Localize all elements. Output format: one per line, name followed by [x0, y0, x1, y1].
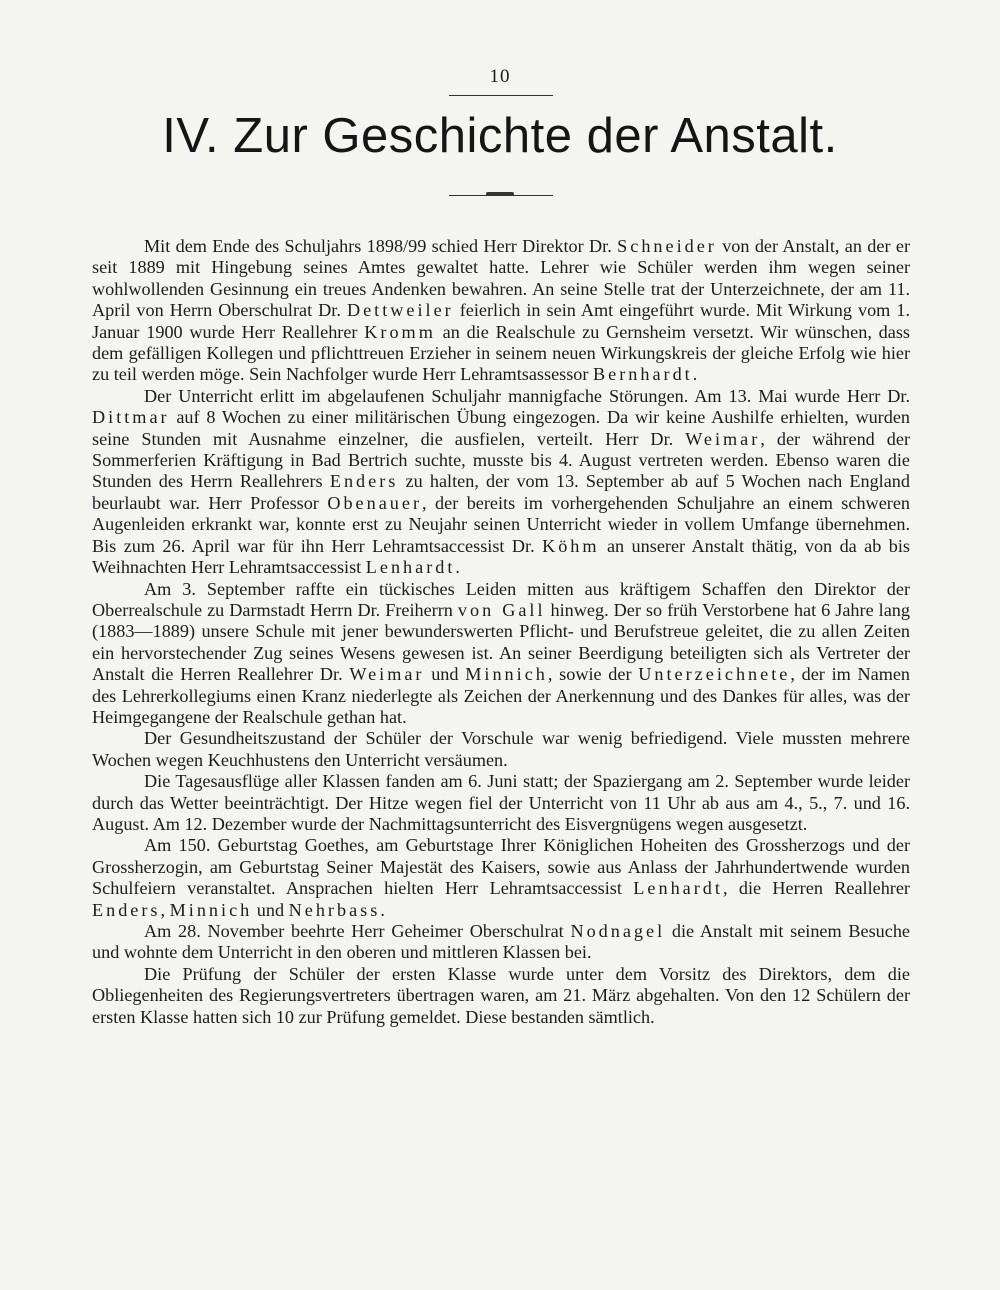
text-run: .	[692, 364, 698, 385]
spaced-name: Lenhardt	[633, 878, 723, 899]
spaced-name: Nehrbass	[288, 899, 381, 920]
spaced-name: Lenhardt	[365, 557, 456, 578]
text-run: , sowie der	[547, 664, 639, 685]
spaced-name: Enders	[92, 899, 161, 920]
text-run: an unserer Anstalt thätig, von da ab bis Weihnachten Herr Lehramtsaccessist	[92, 535, 910, 578]
spaced-name: Unterzeichnete	[638, 664, 791, 685]
paragraph	[92, 771, 910, 835]
text-run: zu halten, der vom 13. September ab auf 5 Wochen nach England beurlaubt war. Herr Professor	[92, 471, 910, 513]
body-text	[92, 236, 910, 1028]
spaced-name: Enders	[329, 471, 399, 492]
spaced-name: Minnich	[169, 899, 253, 920]
spaced-name: Dittmar	[92, 407, 170, 428]
spaced-name: Bernhardt	[593, 364, 693, 385]
rule-ornament	[486, 192, 514, 196]
text-run: Mit dem Ende des Schuljahrs 1898/99 schied Herr Direktor Dr.	[144, 236, 618, 256]
text-run: Am 150. Geburtstag Goethes, am Geburtstage Ihrer Königlichen Hoheiten des Grossherzogs und der Grossherzogin, am Geburtstag Seiner Majestät des Kaisers, sowie aus Anlass der Jahrhundertwende wurden Schulfeiern veranstaltet. Ansprachen hielten Herr Lehramtsaccessist	[92, 835, 910, 899]
page-number: 10	[489, 66, 511, 87]
text-run: , der bereits im vorhergehenden Schuljahre an einem schweren Augenleiden erkrankt war, konnte erst zu Neujahr seinen Unterricht wieder in vollem Umfange übernehmen. Bis zum 26. April war für ihn Herr Lehramtsaccessist Dr.	[92, 492, 910, 556]
paragraph	[92, 579, 910, 729]
spaced-name: Obenauer	[327, 492, 423, 513]
paragraph	[92, 236, 910, 386]
text-run: ,	[160, 899, 170, 920]
text-run: von der Anstalt, an der er seit 1889 mit Hingebung seines Amtes gewaltet hatte. Lehrer wie Schüler werden ihm wegen seiner wohlwollenden Gesinnung ein treues Andenken bewahren. An seine Stelle trat der Unterzeichnete, der am 11. April von Herrn Oberschulrat Dr.	[92, 236, 910, 321]
paragraph	[92, 728, 910, 771]
text-run: , der im Namen des Lehrerkollegiums einen Kranz niederlegte als Zeichen der Anerkennung und des Dankes für alles, was der Heimgegangene der Realschule gethan hat.	[92, 664, 911, 727]
paragraph	[92, 964, 910, 1028]
text-run: auf 8 Wochen zu einer militärischen Übung eingezogen. Da wir keine Aushilfe erhielten, wurden seine Stunden mit Ausnahme einzelner, die ausfielen, verteilt. Herr Dr.	[92, 407, 910, 449]
text-run: die Anstalt mit seinem Besuche und wohnte dem Unterricht in den oberen und mittleren Klassen bei.	[92, 921, 910, 963]
text-run: feierlich in sein Amt eingeführt wurde. Mit Wirkung vom 1. Januar 1900 wurde Herr Reallehrer	[92, 300, 910, 342]
text-run: .	[455, 557, 460, 578]
spaced-name: Dettweiler	[346, 300, 454, 321]
spaced-name: Kromm	[364, 321, 436, 342]
text-run: , die Herren Reallehrer	[722, 878, 910, 899]
spaced-name: Weimar	[349, 664, 425, 685]
text-run: an die Realschule zu Gernsheim versetzt. Wir wünschen, dass dem gefälligen Kollegen und pflichttreuen Erzieher in seinem neuen Wirkungskreis der gleiche Erfolg wie hier zu teil werden möge. Sein Nachfolger wurde Herr Lehramtsassessor	[92, 321, 910, 385]
text-run: Der Gesundheitszustand der Schüler der Vorschule war wenig befriedigend. Viele mussten mehrere Wochen wegen Keuchhustens den Unterricht versäumen.	[92, 728, 910, 770]
paragraph	[92, 386, 910, 579]
text-run: , der während der Sommerferien Kräftigung in Bad Bertrich suchte, musste bis 4. August vertreten werden. Ebenso waren die Stunden des Herrn Reallehrers	[92, 428, 910, 492]
text-run: Die Tagesausflüge aller Klassen fanden am 6. Juni statt; der Spaziergang am 2. September wurde leider durch das Wetter beeinträchtigt. Der Hitze wegen fiel der Unterricht von 11 Uhr ab aus am 4., 5., 7. und 16. August. Am 12. Dezember wurde der Nachmittagsunterricht des Eisvergnügens wegen ausgesetzt.	[92, 771, 910, 834]
text-run: hinweg. Der so früh Verstorbene hat 6 Jahre lang (1883—1889) unsere Schule mit jener bewunderswerten Pflicht- und Berufstreue geleitet, die zu allen Zeiten ein hervorstechender Zug seines Wesens gewesen ist. An seiner Beerdigung beteiligten sich als Vertreter der Anstalt die Herren Reallehrer Dr.	[92, 599, 910, 685]
paragraph	[92, 921, 910, 964]
spaced-name: Köhm	[542, 535, 600, 556]
text-run: Der Unterricht erlitt im abgelaufenen Schuljahr mannigfache Störungen. Am 13. Mai wurde Herr Dr.	[144, 385, 910, 406]
spaced-name: von Gall	[457, 599, 546, 620]
page-title: IV. Zur Geschichte der Anstalt.	[162, 109, 838, 163]
spaced-name: Schneider	[617, 236, 717, 256]
top-rule	[449, 95, 553, 96]
text-run: .	[380, 899, 385, 920]
paragraph	[92, 835, 910, 921]
text-run: Am 3. September raffte ein tückisches Leiden mitten aus kräftigem Schaffen den Direktor der Oberrealschule zu Darmstadt Herrn Dr. Freiherrn	[92, 578, 910, 620]
text-run: und	[252, 899, 289, 920]
text-run: und	[424, 664, 466, 685]
spaced-name: Weimar	[685, 428, 761, 449]
spaced-name: Minnich	[465, 664, 548, 685]
text-run: Die Prüfung der Schüler der ersten Klasse wurde unter dem Vorsitz des Direktors, dem die Obliegenheiten des Regierungsvertreters übertragen waren, am 21. März abgehalten. Von den 12 Schülern der ersten Klasse hatten sich 10 zur Prüfung gemeldet. Diese bestanden sämtlich.	[92, 963, 910, 1027]
text-run: Am 28. November beehrte Herr Geheimer Oberschulrat	[144, 921, 571, 941]
spaced-name: Nodnagel	[570, 921, 666, 941]
